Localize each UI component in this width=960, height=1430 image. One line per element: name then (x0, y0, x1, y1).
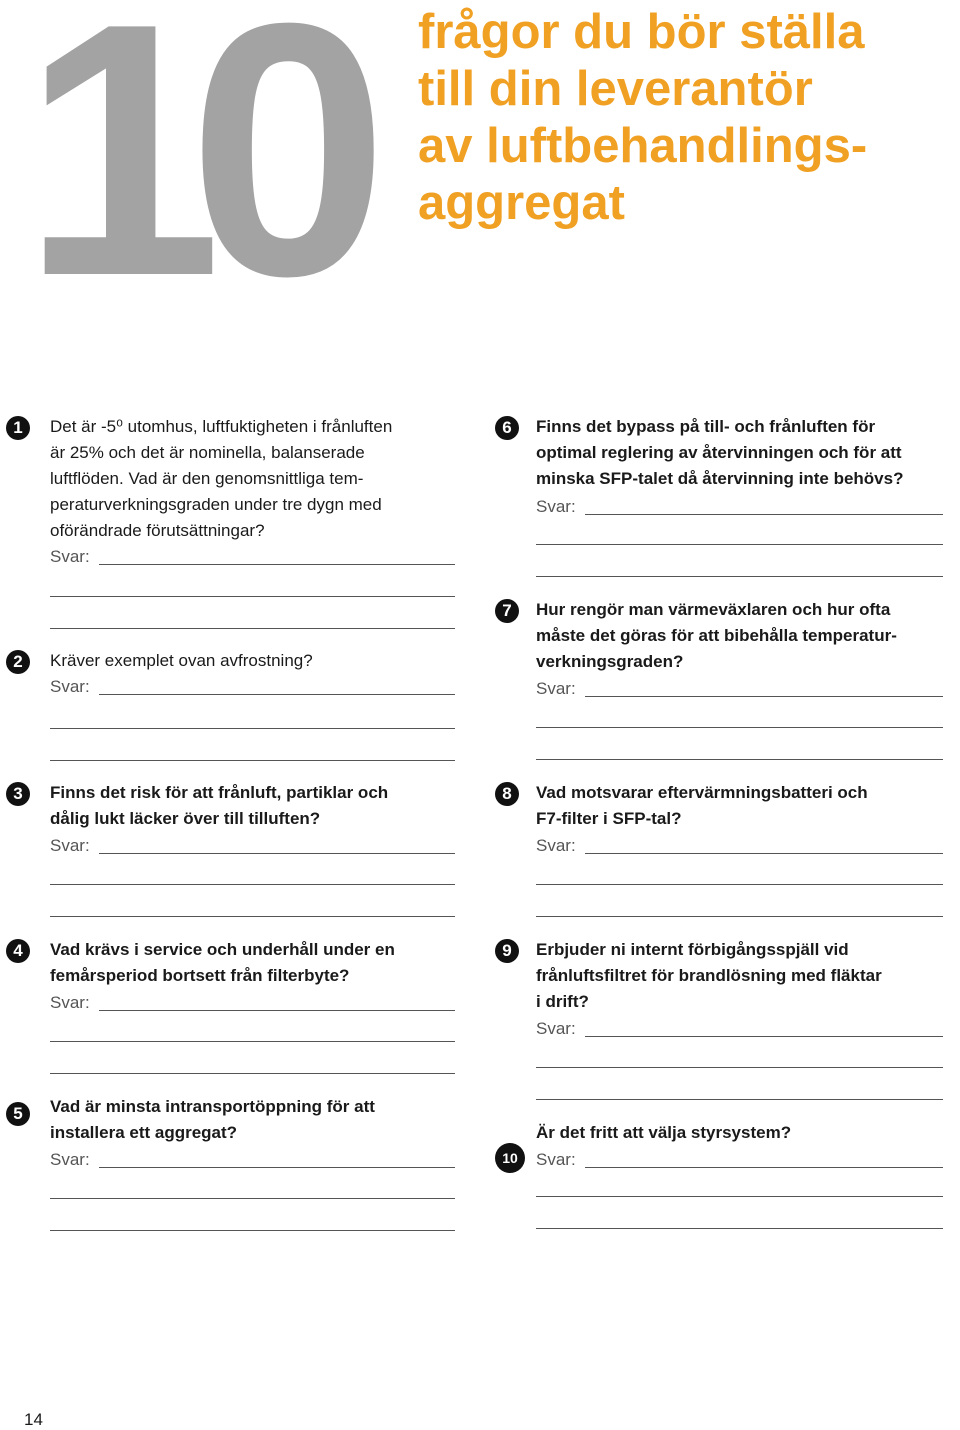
question-1 (0, 414, 460, 630)
answer-line[interactable] (50, 1073, 455, 1074)
answer-field[interactable] (536, 1016, 943, 1042)
answer-line[interactable] (50, 628, 455, 629)
answer-line (99, 694, 455, 695)
answer-label: Svar: (536, 497, 576, 516)
answer-line[interactable] (536, 759, 943, 760)
answer-label: Svar: (50, 547, 90, 566)
answer-line[interactable] (536, 1067, 943, 1068)
answer-line[interactable] (536, 1228, 943, 1229)
title-line: av luftbehandlings- (418, 119, 868, 173)
question-4 (0, 937, 460, 1077)
answer-line[interactable] (50, 1198, 455, 1199)
question-text: Finns det risk för att frånluft, partiklar och dålig lukt läcker över till tilluften? (50, 783, 389, 828)
question-number-badge: 10 (495, 1143, 525, 1173)
answer-field[interactable] (536, 494, 943, 520)
answer-line (585, 1167, 943, 1168)
answer-label: Svar: (50, 677, 90, 696)
answer-line (585, 1036, 943, 1037)
title-line: till din leverantör (418, 62, 813, 116)
question-text: Vad motsvarar eftervärmningsbatteri och F7-filter i SFP-tal? (536, 783, 868, 828)
question-10 (488, 1120, 960, 1234)
answer-line[interactable] (50, 884, 455, 885)
answer-line (99, 564, 455, 565)
question-number-badge: 3 (6, 782, 30, 806)
answer-line (585, 853, 943, 854)
answer-label: Svar: (536, 1150, 576, 1169)
question-text: Det är -5⁰ utomhus, luftfuktigheten i frånluften är 25% och det är nominella, balanserade luftflöden. Vad är den genomsnittliga tem- peraturverkningsgraden under tre dygn med oförändrade förutsättningar? (50, 417, 393, 540)
answer-field[interactable] (50, 544, 455, 570)
answer-line[interactable] (536, 727, 943, 728)
question-6 (488, 414, 960, 580)
answer-line[interactable] (536, 1099, 943, 1100)
question-number-badge: 6 (495, 416, 519, 440)
answer-line (99, 853, 455, 854)
answer-line[interactable] (50, 916, 455, 917)
question-text: Finns det bypass på till- och frånluften för optimal reglering av återvinningen och för att minska SFP-talet då återvinning inte behövs? (536, 417, 904, 488)
answer-label: Svar: (536, 1019, 576, 1038)
answer-field[interactable] (50, 990, 455, 1016)
question-2 (0, 648, 460, 768)
question-number-badge: 2 (6, 650, 30, 674)
question-number-badge: 1 (6, 416, 30, 440)
answer-line (99, 1010, 455, 1011)
question-text: Kräver exemplet ovan avfrostning? (50, 651, 313, 670)
answer-label: Svar: (50, 836, 90, 855)
question-number-badge: 9 (495, 939, 519, 963)
answer-line[interactable] (536, 576, 943, 577)
question-7 (488, 597, 960, 763)
answer-line[interactable] (536, 916, 943, 917)
answer-field[interactable] (536, 833, 943, 859)
question-text: Vad är minsta intransportöppning för att installera ett aggregat? (50, 1097, 375, 1142)
answer-field[interactable] (50, 674, 455, 700)
question-number-badge: 5 (6, 1102, 30, 1126)
answer-field[interactable] (536, 1147, 943, 1173)
answer-line[interactable] (50, 596, 455, 597)
answer-label: Svar: (50, 993, 90, 1012)
answer-line (99, 1167, 455, 1168)
answer-line[interactable] (50, 1230, 455, 1231)
answer-line[interactable] (536, 1196, 943, 1197)
answer-field[interactable] (536, 676, 943, 702)
title-line: aggregat (418, 176, 625, 230)
question-number-badge: 4 (6, 939, 30, 963)
answer-line[interactable] (536, 884, 943, 885)
question-9 (488, 937, 960, 1103)
answer-label: Svar: (536, 836, 576, 855)
answer-line[interactable] (50, 728, 455, 729)
question-text: Hur rengör man värmeväxlaren och hur ofta måste det göras för att bibehålla temperatur- verkningsgraden? (536, 600, 897, 671)
question-text: Vad krävs i service och underhåll under en femårsperiod bortsett från filterbyte? (50, 940, 395, 985)
page-title (418, 4, 958, 232)
question-text: Erbjuder ni internt förbigångsspjäll vid frånluftsfiltret för brandlösning med fläktar i drift? (536, 940, 882, 1011)
answer-line[interactable] (50, 1041, 455, 1042)
question-number-badge: 8 (495, 782, 519, 806)
question-5 (0, 1094, 460, 1234)
page-number: 14 (24, 1410, 43, 1429)
answer-field[interactable] (50, 833, 455, 859)
answer-line (585, 514, 943, 515)
question-text: Är det fritt att välja styrsystem? (536, 1123, 792, 1142)
question-3 (0, 780, 460, 920)
answer-label: Svar: (536, 679, 576, 698)
answer-line (585, 696, 943, 697)
big-number-ten: 10 (22, 0, 355, 351)
answer-label: Svar: (50, 1150, 90, 1169)
question-8 (488, 780, 960, 920)
title-line: frågor du bör ställa (418, 5, 865, 59)
answer-field[interactable] (50, 1147, 455, 1173)
question-number-badge: 7 (495, 599, 519, 623)
answer-line[interactable] (536, 544, 943, 545)
answer-line[interactable] (50, 760, 455, 761)
